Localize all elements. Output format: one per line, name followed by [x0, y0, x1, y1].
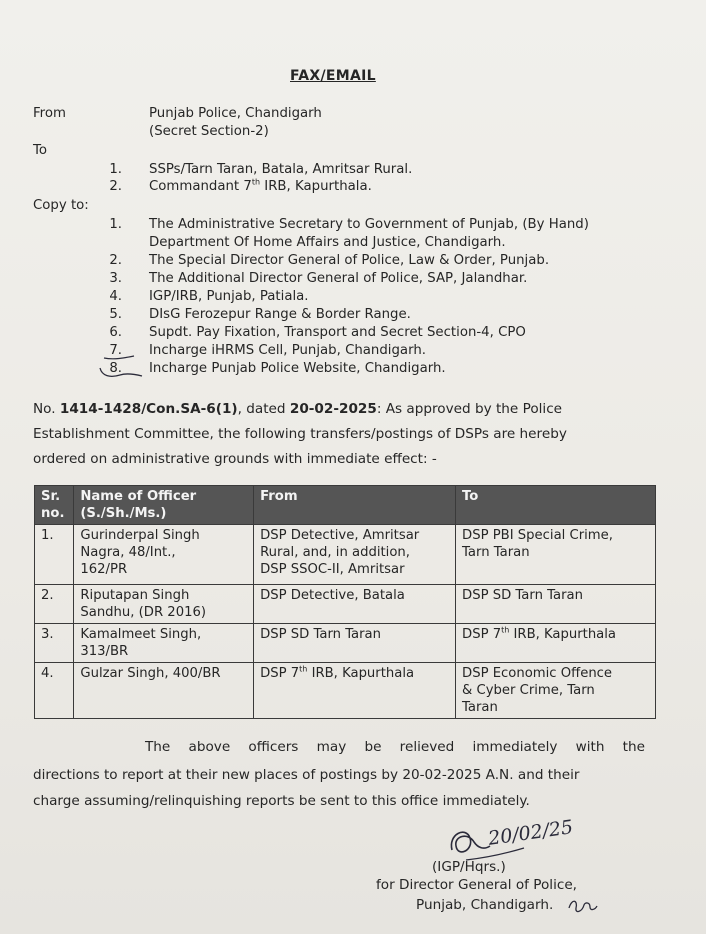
signature-place: Punjab, Chandigarh. — [416, 897, 554, 913]
signature-for-line: for Director General of Police, — [376, 877, 577, 893]
to-label: To — [33, 143, 47, 158]
from-line-1: Punjab Police, Chandigarh — [149, 106, 322, 121]
copy-to-label: Copy to: — [33, 198, 89, 213]
copy-item-6: Supdt. Pay Fixation, Transport and Secret Section-4, CPO — [149, 325, 526, 340]
to-item-2-num: 2. — [109, 179, 122, 194]
order-line-3: ordered on administrative grounds with immediate effect: - — [33, 451, 437, 467]
cell-name: Kamalmeet Singh, 313/BR — [74, 624, 254, 663]
cell-name: Gulzar Singh, 400/BR — [74, 663, 254, 719]
signature-designation: (IGP/Hqrs.) — [432, 859, 506, 875]
copy-item-7: Incharge iHRMS Cell, Punjab, Chandigarh. — [149, 343, 426, 358]
cell-to: DSP 7th IRB, Kapurthala — [456, 624, 656, 663]
order-line-1: No. 1414-1428/Con.SA-6(1), dated 20-02-2025: As approved by the Police — [33, 401, 563, 417]
cell-sr: 1. — [35, 525, 74, 585]
copy-item-2-num: 2. — [109, 253, 122, 268]
cell-sr: 4. — [35, 663, 74, 719]
copy-item-1-num: 1. — [109, 217, 122, 232]
copy-item-5-num: 5. — [109, 307, 122, 322]
table-row — [35, 585, 656, 624]
copy-item-6-num: 6. — [109, 325, 122, 340]
cell-to: DSP PBI Special Crime, Tarn Taran — [456, 525, 656, 585]
cell-sr: 3. — [35, 624, 74, 663]
header-name: Name of Officer (S./Sh./Ms.) — [74, 486, 254, 525]
table-row — [35, 663, 656, 719]
copy-item-1: The Administrative Secretary to Government of Punjab, (By Hand) — [149, 217, 589, 232]
cell-from: DSP Detective, Batala — [254, 585, 456, 624]
table-row — [35, 624, 656, 663]
table-row — [35, 525, 656, 585]
from-label: From — [33, 106, 66, 121]
cell-to: DSP Economic Offence & Cyber Crime, Tarn Taran — [456, 663, 656, 719]
copy-item-2: The Special Director General of Police, Law & Order, Punjab. — [149, 253, 550, 268]
header-to: To — [456, 486, 656, 525]
copy-item-8: Incharge Punjab Police Website, Chandigarh. — [149, 361, 446, 376]
to-item-2: Commandant 7th IRB, Kapurthala. — [149, 177, 372, 194]
cell-name: Gurinderpal Singh Nagra, 48/Int., 162/PR — [74, 525, 254, 585]
closing-line-2: directions to report at their new places of postings by 20-02-2025 A.N. and their — [33, 767, 580, 783]
copy-item-4: IGP/IRB, Punjab, Patiala. — [149, 289, 309, 304]
cell-from: DSP Detective, Amritsar Rural, and, in addition, DSP SSOC-II, Amritsar — [254, 525, 456, 585]
table-header-row — [35, 486, 656, 525]
copy-item-4-num: 4. — [109, 289, 122, 304]
pen-tick-marks — [96, 338, 156, 380]
from-line-2: (Secret Section-2) — [149, 124, 269, 139]
header-sr: Sr. no. — [35, 486, 74, 525]
copy-item-7-num: 7. — [109, 343, 122, 358]
copy-item-5: DIsG Ferozepur Range & Border Range. — [149, 307, 411, 322]
copy-item-3-num: 3. — [109, 271, 122, 286]
copy-item-1-line-2: Department Of Home Affairs and Justice, Chandigarh. — [149, 235, 506, 250]
to-item-1: SSPs/Tarn Taran, Batala, Amritsar Rural. — [149, 162, 413, 177]
cell-name: Riputapan Singh Sandhu, (DR 2016) — [74, 585, 254, 624]
cell-from: DSP SD Tarn Taran — [254, 624, 456, 663]
cell-from: DSP 7th IRB, Kapurthala — [254, 663, 456, 719]
initials-scribble — [566, 896, 600, 916]
closing-line-1: The above officers may be relieved immediately with the — [145, 739, 645, 755]
document-title: FAX/EMAIL — [290, 68, 376, 84]
copy-item-8-num: 8. — [109, 361, 122, 376]
signature-date: 20/02/25 — [486, 816, 575, 850]
transfer-table — [34, 485, 656, 719]
header-from: From — [254, 486, 456, 525]
cell-to: DSP SD Tarn Taran — [456, 585, 656, 624]
closing-line-3: charge assuming/relinquishing reports be sent to this office immediately. — [33, 793, 530, 809]
copy-item-3: The Additional Director General of Police, SAP, Jalandhar. — [149, 271, 528, 286]
order-line-2: Establishment Committee, the following transfers/postings of DSPs are hereby — [33, 426, 567, 442]
to-item-1-num: 1. — [109, 162, 122, 177]
cell-sr: 2. — [35, 585, 74, 624]
